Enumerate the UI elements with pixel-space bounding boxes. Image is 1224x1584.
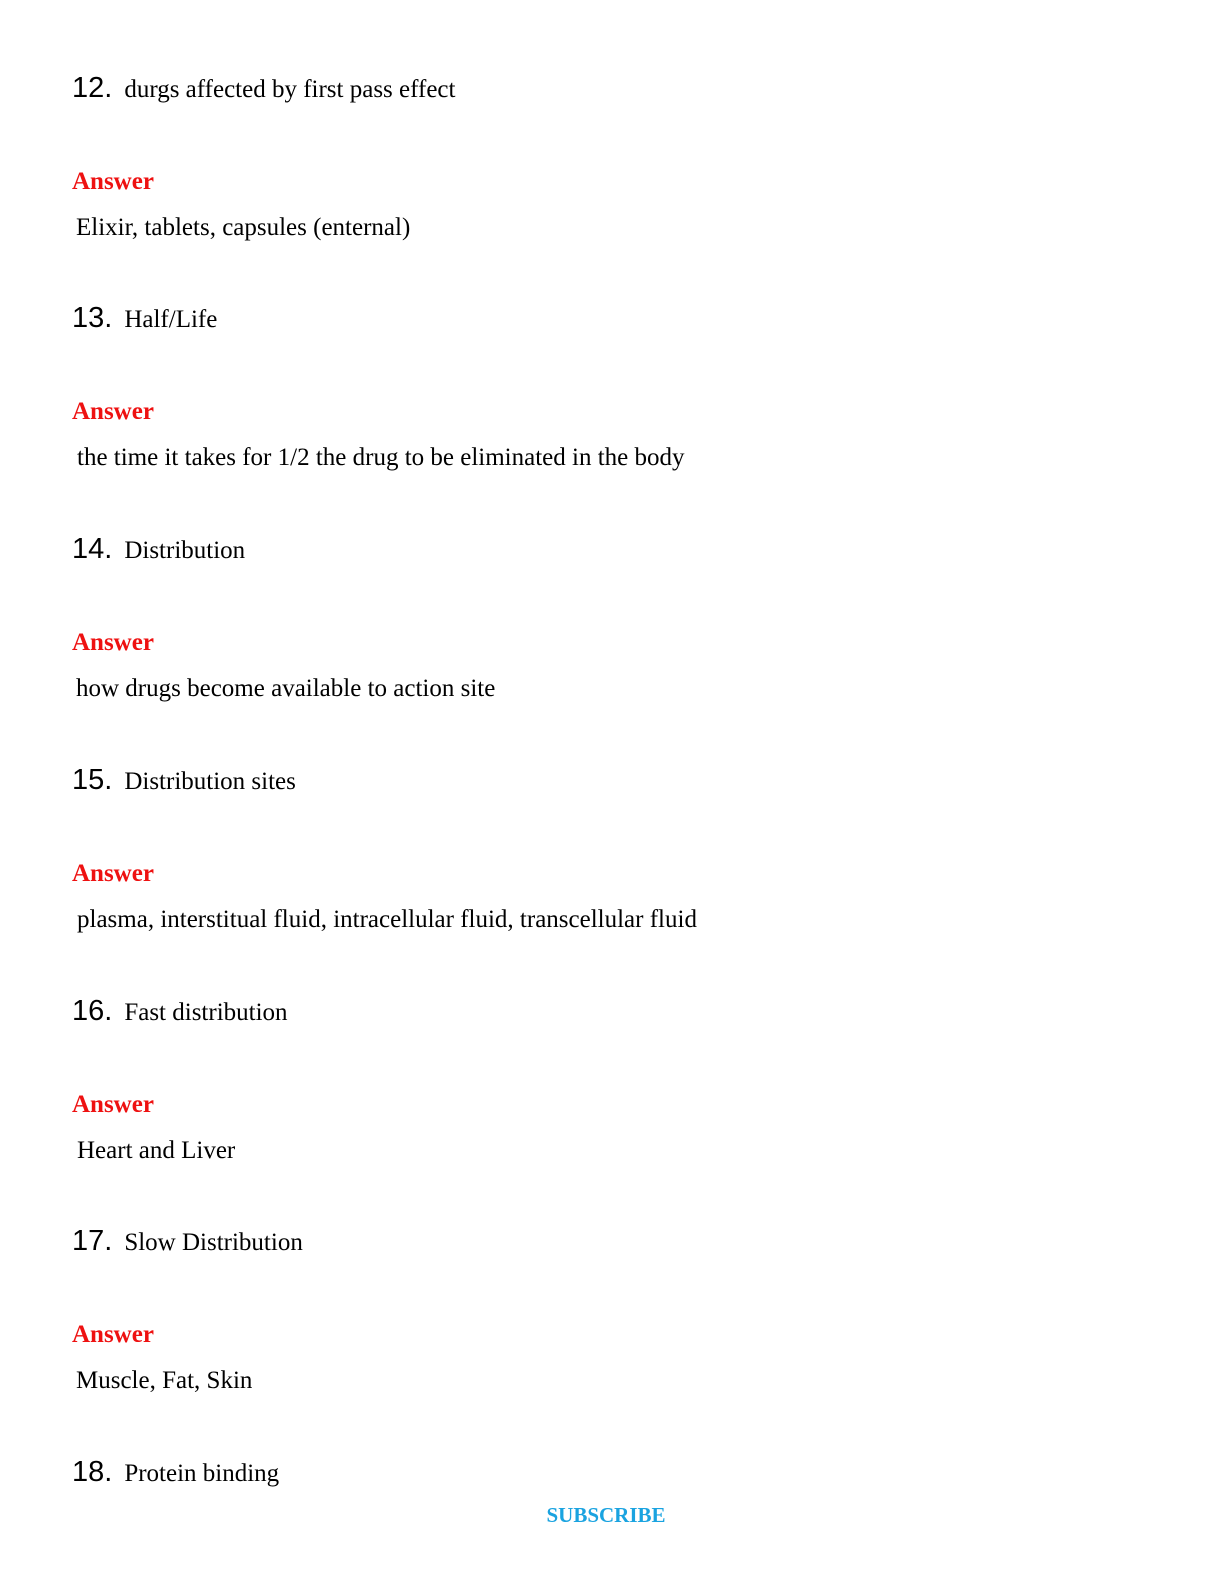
question [72,995,288,1028]
question-text: durgs affected by first pass effect [124,76,456,103]
answer-label: Answer [72,629,154,656]
question [72,1456,279,1489]
question-number: 13. [72,302,113,334]
question-text: Distribution [124,537,246,564]
answer-text: plasma, interstitual fluid, intracellular fluid, transcellular fluid [77,906,697,933]
question-text: Distribution sites [124,768,296,795]
answer-label: Answer [72,398,154,425]
subscribe-link[interactable]: SUBSCRIBE [546,1503,666,1527]
question-text: Half/Life [124,306,218,333]
question [72,533,245,566]
question-text: Protein binding [124,1460,280,1487]
answer-text: Muscle, Fat, Skin [76,1367,253,1394]
answer-label: Answer [72,168,154,195]
question-number: 12. [72,72,113,104]
answer-text: how drugs become available to action site [76,675,496,702]
question-text: Fast distribution [124,999,288,1026]
answer-text: Heart and Liver [77,1137,236,1164]
answer-text: Elixir, tablets, capsules (enternal) [76,214,411,241]
question [72,764,296,797]
question [72,1225,303,1258]
question [72,302,217,335]
question-number: 15. [72,764,113,796]
answer-text: the time it takes for 1/2 the drug to be eliminated in the body [77,444,685,471]
answer-label: Answer [72,1091,154,1118]
question-number: 18. [72,1456,113,1488]
question [72,72,455,105]
question-number: 14. [72,533,113,565]
answer-label: Answer [72,860,154,887]
question-number: 17. [72,1225,113,1257]
answer-label: Answer [72,1321,154,1348]
question-text: Slow Distribution [124,1229,303,1256]
question-number: 16. [72,995,113,1027]
